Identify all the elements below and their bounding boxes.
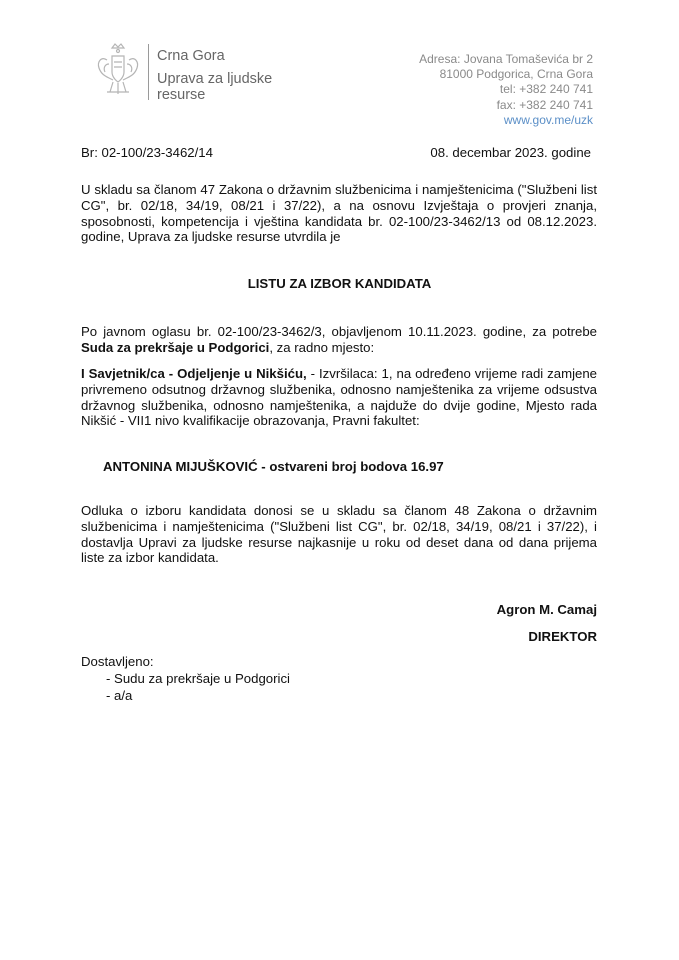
court-name: Suda za prekršaje u Podgorici — [81, 339, 270, 355]
selected-candidate: ANTONINA MIJUŠKOVIĆ - ostvareni broj bodova 16.97 — [103, 459, 444, 474]
recipient-item: - a/a — [106, 688, 133, 703]
header-divider — [148, 44, 149, 100]
address-line1: Adresa: Jovana Tomaševića br 2 — [419, 52, 593, 66]
position-details: - Izvršilaca: 1, na određeno vrijeme radi zamjene privremeno odsutnog državnog službenika, odnosno namještenika za vrijeme odsustva državnog službenika, odnosno namještenika, a najduže do dvije godine, Mjesto rada Nikšić - VII1 nivo kvalifikacije obrazovanja, Pravni fakultet: — [81, 366, 597, 429]
document-date: 08. decembar 2023. godine — [430, 145, 591, 160]
org-country: Crna Gora — [157, 48, 225, 64]
recipient-item: - Sudu za prekršaje u Podgorici — [106, 671, 290, 686]
org-name: Uprava za ljudske resurse — [157, 71, 273, 103]
address-line2: 81000 Podgorica, Crna Gora — [439, 67, 593, 82]
ad-paragraph-prefix: Po javnom oglasu br. 02-100/23-3462/3, objavljenom 10.11.2023. godine, za potrebe — [81, 324, 597, 339]
reference-number: Br: 02-100/23-3462/14 — [81, 145, 213, 160]
position-paragraph — [81, 366, 597, 429]
address-web-link[interactable]: www.gov.me/uzk — [503, 112, 593, 127]
position-title: I Savjetnik/ca - Odjeljenje u Nikšiću, — [81, 366, 307, 381]
signatory-title: DIREKTOR — [528, 629, 597, 644]
delivered-label: Dostavljeno: — [81, 654, 154, 669]
coat-of-arms-icon — [95, 42, 141, 100]
signatory-name: Agron M. Camaj — [496, 602, 597, 617]
ad-paragraph — [81, 324, 597, 356]
ad-paragraph-suffix: , za radno mjesto: — [269, 339, 375, 355]
address-fax: fax: +382 240 741 — [496, 97, 593, 112]
address-block — [419, 52, 593, 128]
letterhead — [95, 42, 305, 102]
address-tel: tel: +382 240 741 — [499, 82, 593, 97]
intro-paragraph: U skladu sa članom 47 Zakona o državnim službenicima i namještenicima ("Službeni list CG", br. 02/18, 34/19, 08/21 i 37/22), a na osnovu Izvještaja o provjeri znanja, sposobnosti, kompetencija i vještina kandidata br. 02-100/23-3462/13 od 08.12.2023. godine, Uprava za ljudske resurse utvrdila je — [81, 182, 597, 245]
decision-paragraph: Odluka o izboru kandidata donosi se u skladu sa članom 48 Zakona o državnim službenicima i namještenicima ("Službeni list CG", br. 02/18, 34/19, 08/21 i 37/22), i dostavlja Upravi za ljudske resurse najkasnije u roku od deset dana od dana prijema liste za izbor kandidata. — [81, 503, 597, 566]
document-title: LISTU ZA IZBOR KANDIDATA — [247, 276, 432, 291]
